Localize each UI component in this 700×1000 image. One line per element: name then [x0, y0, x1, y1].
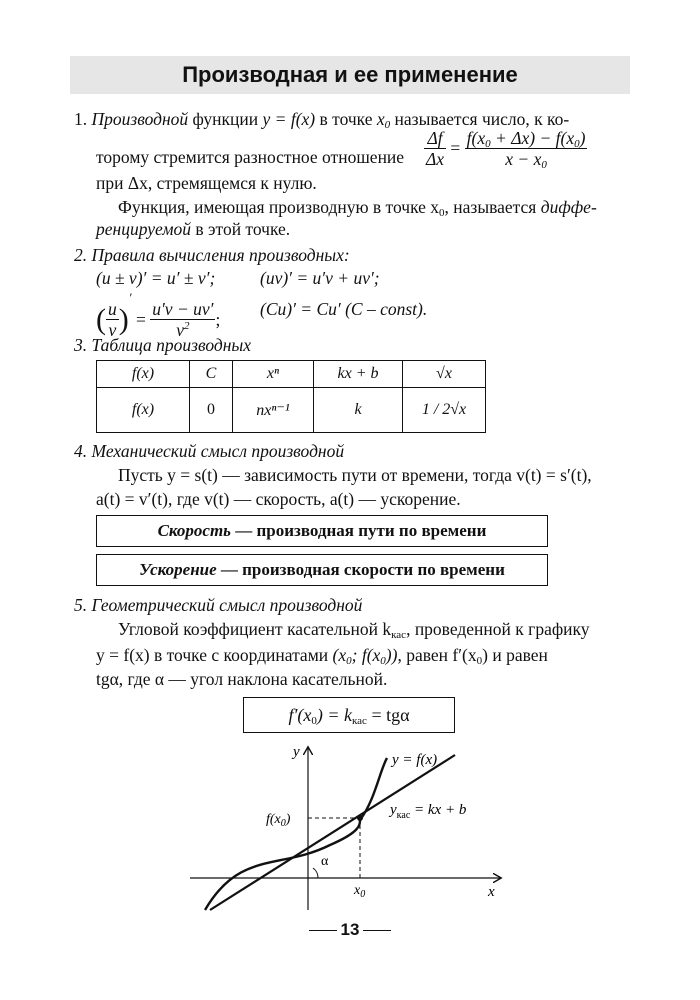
s1-line2-text: торому стремится разностное отношение: [96, 147, 405, 167]
page-title: Производная и ее применение: [182, 62, 518, 87]
formula-kas: кас: [352, 715, 367, 727]
derivatives-table: [96, 360, 486, 433]
quotient-uv: $\frac{u}{v}$: [108, 299, 117, 341]
x-axis-label: x: [488, 884, 495, 900]
s1-text2: в точке: [315, 109, 377, 129]
s5-line2: y = f(x) в точке с координатами ($x_0$; $f(x_0)$), равен $f'(x_0)$ и равен: [96, 645, 548, 667]
acceleration-box: [96, 554, 548, 586]
x0-label: $x_0$: [354, 883, 366, 900]
table-row: [97, 388, 486, 433]
s5-l1b: , проведенной к графику: [406, 619, 590, 639]
fx0-label: $f(x_0)$: [266, 812, 291, 829]
s5-l1a: Угловой коэффициент касательной k: [118, 619, 392, 639]
curve-label: y = f(x): [392, 752, 438, 768]
table-cell: f(x): [97, 388, 190, 433]
s3-heading: 3. Таблица производных: [74, 335, 252, 355]
difference-quotient: $\frac{\Delta f}{\Delta x}$ = $\frac{f(x_0 + \Delta x) - f(x_0)}{x - x_0}$: [426, 128, 586, 171]
velocity-box: [96, 515, 548, 547]
s5-point: ($x_0$; $f(x_0)$): [332, 645, 398, 667]
s5-l2b: , равен f′(x: [397, 645, 477, 665]
s1-text3: называется число, к ко-: [390, 109, 570, 129]
formula-part-a: f′(x: [288, 705, 312, 725]
velocity-term: Скорость: [157, 521, 231, 540]
tangent-formula-box: $f'(x_0) = k_{кас} = tg\alpha$: [243, 697, 455, 733]
s1-line1: [74, 108, 569, 130]
rule-quotient: ( $\frac{u}{v}$ )′ = $\frac{u'v - uv'}{v^2}$ ;: [96, 290, 221, 341]
table-row: [97, 361, 486, 388]
s1-para2: Функция, имеющая производную в точке $x_0$, называется диффе-: [118, 197, 597, 219]
alpha-label: α: [321, 854, 329, 869]
s1-para3: [96, 218, 290, 240]
s4-line1: Пусть y = s(t) — зависимость пути от времени, тогда v(t) = s′(t),: [118, 465, 592, 485]
s1-term: Производной: [91, 109, 189, 129]
table-cell: 0: [190, 388, 233, 433]
s5-kas: кас: [391, 629, 407, 641]
s1-p3b: в этой точке.: [191, 219, 291, 239]
s5-line3: tgα, где α — угол наклона касательной.: [96, 669, 388, 689]
alpha-arc: [313, 868, 318, 878]
s1-number: 1.: [74, 109, 88, 129]
quotient-delta: $\frac{\Delta f}{\Delta x}$: [426, 128, 445, 169]
tangent-line: [210, 755, 455, 910]
s2-heading: 2. Правила вычисления производных:: [74, 245, 350, 265]
page-number-text: 13: [340, 920, 360, 939]
s1-x0: $x_0$: [376, 109, 391, 131]
s1-func: y = f(x): [262, 109, 316, 129]
tangent-label: $y_{кас}$ = kx + b: [390, 802, 467, 821]
s1-p2b: , называется: [444, 197, 541, 217]
formula-part-c: = tgα: [366, 705, 410, 725]
rule-product: (uv)′ = u′v + uv′;: [260, 268, 380, 288]
quotient-denominator: v: [176, 320, 184, 341]
s1-line2: [96, 146, 404, 168]
s4-heading: 4. Механический смысл производной: [74, 441, 345, 461]
y-axis-label: y: [293, 744, 300, 760]
rule-sum: (u ± v)′ = u′ ± v′;: [96, 268, 216, 288]
table-cell: k: [314, 388, 403, 433]
table-cell: xⁿ: [233, 361, 314, 388]
table-cell: f(x): [97, 361, 190, 388]
formula-part-b: ) = k: [316, 705, 352, 725]
s5-l2a: y = f(x) в точке с координатами: [96, 645, 333, 665]
title-bar: [70, 56, 630, 94]
table-cell: nxⁿ⁻¹: [233, 388, 314, 433]
s1-text1: функции: [188, 109, 263, 129]
table-cell: √x: [403, 361, 486, 388]
page-number: [0, 920, 700, 940]
velocity-definition: — производная пути по времени: [230, 521, 487, 540]
s1-p2a: Функция, имеющая производную в точке x: [118, 197, 440, 217]
table-cell: 1 / 2√x: [403, 388, 486, 433]
s1-line3: при Δx, стремящемся к нулю.: [96, 173, 317, 193]
s1-p2c: диффе-: [540, 197, 597, 217]
s5-line1: [118, 618, 590, 640]
acceleration-definition: — производная скорости по времени: [216, 560, 505, 579]
s1-p3a: ренцируемой: [96, 219, 191, 239]
s5-l2c: ) и равен: [482, 645, 548, 665]
tangent-graph: [180, 740, 510, 915]
tangent-point: [357, 815, 363, 821]
acceleration-term: Ускорение: [139, 560, 217, 579]
quotient-result: $\frac{u'v - uv'}{v^2}$: [152, 299, 214, 341]
table-cell: C: [190, 361, 233, 388]
quotient-expanded: $\frac{f(x_0 + \Delta x) - f(x_0)}{x - x_0}$: [466, 128, 586, 171]
table-cell: kx + b: [314, 361, 403, 388]
rule-constant: (Cu)′ = Cu′ (C – const).: [260, 299, 428, 319]
s4-line2: a(t) = v′(t), где v(t) — скорость, a(t) — ускорение.: [96, 489, 461, 509]
s5-heading: 5. Геометрический смысл производной: [74, 595, 363, 615]
quotient-numerator: u′v − uv′: [152, 299, 214, 320]
